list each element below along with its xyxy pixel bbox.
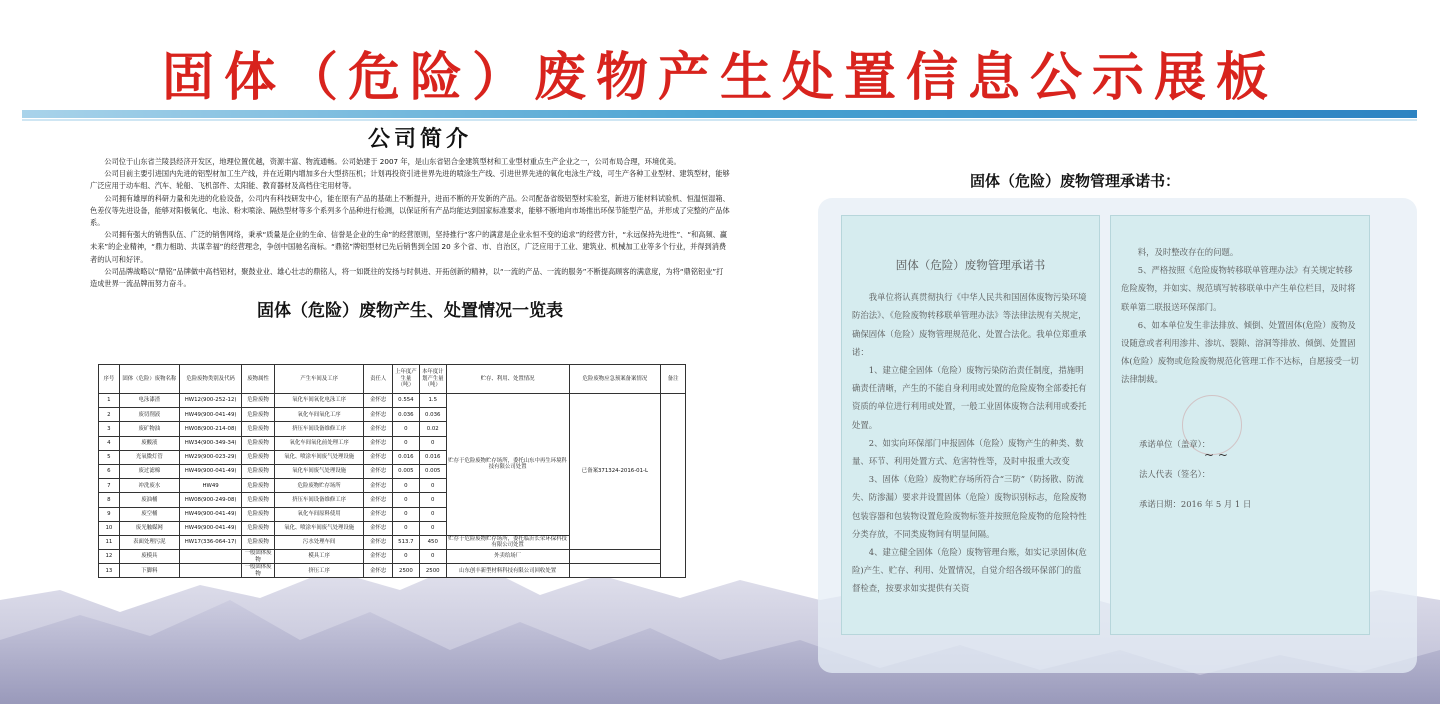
table-cell: 金怀忠	[364, 394, 393, 408]
table-cell: 0.016	[392, 450, 419, 464]
commitment-paragraph: 料，及时整改存在的问题。	[1137, 247, 1239, 257]
table-cell: 废空桶	[119, 507, 179, 521]
table-cell: 0.005	[392, 464, 419, 478]
table-cell: HW29(900-023-29)	[179, 450, 241, 464]
table-cell: 危险废物贮存场所	[274, 479, 364, 493]
table-cell: 电泳漆渣	[119, 394, 179, 408]
table-cell: 0	[392, 521, 419, 535]
company-section	[80, 124, 760, 604]
intro-paragraph: 公司拥有雄厚的科研力量和先进的化验设备，公司内有科技研发中心，能在原有产品的基础上不断提升，进而不断的开发新的产品。公司配备省级铝型材实验室，新进万能材料试验机、恒温恒湿箱、色差仪等先进设备，能够对阳极氧化、电泳、粉末喷涂、隔热型材等多个系列多个品种进行检测，以保证所有产品均能达到国家标准要求，能够不断地向市场推出环保节能型产品，并形成了完整的产品体系。	[90, 193, 730, 228]
commitment-paragraph: 5、严格按照《危险废物转移联单管理办法》有关规定转移危险废物，并如实、规范填写转移联单中产生单位栏目，及时将联单第二联报送环保部门。	[1121, 265, 1356, 312]
table-cell: 0	[419, 521, 446, 535]
table-cell: 0.005	[419, 464, 446, 478]
table-cell: 光氧微灯管	[119, 450, 179, 464]
table-cell: 危险废物	[242, 394, 275, 408]
commitment-heading: 固体（危险）废物管理承诺书：	[970, 172, 1181, 190]
table-cell: 0	[392, 507, 419, 521]
table-cell: 金怀忠	[364, 521, 393, 535]
table-cell: HW08(900-214-08)	[179, 422, 241, 436]
table-cell: 0	[392, 436, 419, 450]
table-cell: 0	[419, 507, 446, 521]
disposal-cell: 山东创丰新型材料科技有限公司回收处置	[446, 564, 569, 578]
emergency-filing-cell	[569, 550, 661, 564]
table-cell: HW12(900-252-12)	[179, 394, 241, 408]
table-cell: HW34(900-349-34)	[179, 436, 241, 450]
table-cell: 氧化车间氧化工序	[274, 408, 364, 422]
title-divider-thin	[22, 119, 1417, 121]
disposal-cell: 外卖给场厂	[446, 550, 569, 564]
commitment-unit-label: 承诺单位（盖章）：	[1139, 438, 1211, 449]
table-cell: 0	[392, 479, 419, 493]
table-cell: 危险废物	[242, 464, 275, 478]
table-cell: 金怀忠	[364, 450, 393, 464]
table-cell: 挤压车间设备维修工序	[274, 493, 364, 507]
table-header: 废物属性	[242, 365, 275, 394]
intro-paragraph: 公司目前主要引进国内先进的铝型材加工生产线，并在近期内增加多台大型挤压机；计划再投资引进世界先进的喷涂生产线、引进世界先进的氧化电泳生产线，可生产各种工业型材、建筑型材，能够广泛应用于动车组、汽车、轮船、飞机部件、太阳能、教育器材及高档住宅用材等。	[90, 169, 730, 191]
table-cell: 3	[99, 422, 120, 436]
table-header: 上年度产生量（吨）	[392, 365, 419, 394]
table-cell: 金怀忠	[364, 564, 393, 578]
table-cell: 废光触媒网	[119, 521, 179, 535]
table-cell: 氧化车间原料使用	[274, 507, 364, 521]
table-cell: 氧化车间氧化电泳工序	[274, 394, 364, 408]
table-cell: HW49	[179, 479, 241, 493]
table-cell: 金怀忠	[364, 464, 393, 478]
table-cell: 0	[419, 550, 446, 564]
table-cell: 金怀忠	[364, 408, 393, 422]
table-cell: 金怀忠	[364, 422, 393, 436]
page-title: 固体（危险）废物产生处置信息公示展板	[161, 48, 1278, 108]
table-cell: 危险废物	[242, 422, 275, 436]
table-cell: 金怀忠	[364, 507, 393, 521]
table-cell: 0.036	[392, 408, 419, 422]
table-cell: 13	[99, 564, 120, 578]
table-cell: 氧化、喷涂车间废气处理设施	[274, 450, 364, 464]
table-cell: 金怀忠	[364, 550, 393, 564]
table-cell: HW49(900-041-49)	[179, 521, 241, 535]
commitment-paragraph: 6、如本单位发生非法排放、倾倒、处置固体(危险）废物及设随意或者利用渗井、渗坑、裂隙、溶洞等排放、倾倒、处置固体(危险）废物或危险废物规范化管理工作不达标，自愿接受一切法律制裁。	[1121, 319, 1359, 385]
table-cell: 10	[99, 521, 120, 535]
table-cell: 0	[419, 493, 446, 507]
table-cell: 废模具	[119, 550, 179, 564]
table-cell: 氧化车间废气处理设施	[274, 464, 364, 478]
table-row	[99, 550, 686, 564]
intro-title: 公司简介	[367, 127, 472, 152]
table-cell: 氧化车间氧化前处理工序	[274, 436, 364, 450]
table-cell: 8	[99, 493, 120, 507]
table-header: 备注	[661, 365, 686, 394]
remark-cell	[661, 394, 686, 578]
commitment-rep-label: 法人代表（签名）：	[1139, 468, 1211, 479]
waste-table-body	[99, 394, 686, 578]
table-header: 固体（危险）废物名称	[119, 365, 179, 394]
commitment-paragraph: 4、建立健全固体（危险）废物管理台账，如实记录固体(危险)产生、贮存、利用、处置情况，自觉介绍各级环保部门的监督检查，按要求如实提供有关资	[852, 547, 1087, 594]
commitment-paragraph: 1、建立健全固体（危险）废物污染防治责任制度，措施明确责任清晰，产生的不能自身利用或处置的危险废物全部委托有资质的单位进行利用或处置，一般工业固体废物合法利用或委托处置。	[852, 365, 1087, 430]
table-cell: 废矿物油	[119, 422, 179, 436]
table-cell: 0.554	[392, 394, 419, 408]
table-cell: 氧化、喷涂车间废气处理设施	[274, 521, 364, 535]
commitment-paragraph: 我单位将认真贯彻执行《中华人民共和国固体废物污染环境防治法》、《危险废物转移联单管理办法》等法律法规有关规定，确保固体（危险）废物管理规范化、处置合法化。我单位郑重承诺：	[852, 292, 1087, 357]
emergency-filing-cell	[569, 564, 661, 578]
table-cell: 0	[392, 422, 419, 436]
commitment-date: 承诺日期：2016 年 5 月 1 日	[1139, 499, 1252, 510]
company-seal	[1182, 395, 1242, 455]
table-cell: 表面处理污泥	[119, 535, 179, 549]
table-cell: 模具工序	[274, 550, 364, 564]
table-cell: 金怀忠	[364, 479, 393, 493]
table-cell: 危险废物	[242, 479, 275, 493]
commitment-title: 固体（危险）废物管理承诺书	[895, 258, 1046, 272]
table-cell: 1	[99, 394, 120, 408]
intro-paragraph: 公司拥有强大的销售队伍、广泛的销售网络，秉承“质量是企业的生命、信誉是企业的生命”的经营原则，坚持推行“客户的满意是企业永恒不变的追求”的经营方针，“永远保持先进性”、“和高频、赢未来”的企业精神，“鼎力相助、共谋幸福”的经营理念，争创中国驰名商标。“鼎铭”牌铝型材已先后销售到全国 20 多个省、市、自治区，广泛应用于工业、建筑业、机械加工业等多个行业，并得到消费者的认可和好评。	[90, 230, 728, 264]
commitment-page-1	[841, 215, 1100, 635]
table-cell: 一般固体废物	[242, 550, 275, 564]
table-cell: 12	[99, 550, 120, 564]
intro-paragraph: 公司品牌战略以“鼎铭”品牌做中高档铝材，聚鼓业业、雄心壮志的鼎铭人，将一如既往的发扬与时俱进、开拓创新的精神，以“一流的产品、一流的服务”不断提高顾客的满意度，为将“鼎铭铝业”打造成世界一流品牌而努力奋斗。	[90, 266, 724, 289]
disposal-cell: 贮存于危险废物贮存场所，委托山东中再生环境科技有限公司处置	[446, 394, 569, 536]
table-cell: 6	[99, 464, 120, 478]
emergency-filing-cell: 已备案371324-2016-01-L	[569, 394, 661, 550]
table-row	[99, 564, 686, 578]
table-cell: 9	[99, 507, 120, 521]
table-header: 危险废物类别及代码	[179, 365, 241, 394]
table-cell: 金怀忠	[364, 535, 393, 549]
table-title: 固体（危险）废物产生、处置情况一览表	[257, 301, 563, 322]
table-cell: 0.016	[419, 450, 446, 464]
table-cell: 危险废物	[242, 450, 275, 464]
table-cell: 废切削液	[119, 408, 179, 422]
table-cell: 2500	[392, 564, 419, 578]
table-cell: HW49(900-041-49)	[179, 408, 241, 422]
table-cell	[179, 564, 241, 578]
commitment-paragraph: 3、固体（危险）废物贮存场所符合“三防”（防扬散、防流失、防渗漏）要求并设置固体（危险）废物识别标志，危险废物包装容器和包装物设置危险废物标签并按照危险废物的危险特性分类存放，不同类废物间有明显间隔。	[852, 474, 1087, 539]
table-cell: 11	[99, 535, 120, 549]
title-divider	[22, 110, 1417, 118]
table-cell: 危险废物	[242, 521, 275, 535]
intro-text	[90, 156, 730, 290]
table-row	[99, 394, 686, 408]
table-cell: 0.02	[419, 422, 446, 436]
table-cell	[179, 550, 241, 564]
table-cell: 危险废物	[242, 493, 275, 507]
table-cell: 危险废物	[242, 507, 275, 521]
table-cell: 危险废物	[242, 535, 275, 549]
table-header: 危险废物应急预案备案情况	[569, 365, 661, 394]
table-cell: 污水处理车间	[274, 535, 364, 549]
signature-mark: ~ ~	[1204, 448, 1228, 462]
table-cell: 0	[419, 436, 446, 450]
table-cell: 2	[99, 408, 120, 422]
table-cell: 废油桶	[119, 493, 179, 507]
table-cell: HW08(900-249-08)	[179, 493, 241, 507]
disposal-cell: 贮存于危险废物贮存场所，委托临沂长荣环保科技有限公司处置	[446, 535, 569, 549]
table-cell: 2500	[419, 564, 446, 578]
table-cell: 挤压车间设备维修工序	[274, 422, 364, 436]
table-cell: 挤压工序	[274, 564, 364, 578]
table-cell: 金怀忠	[364, 493, 393, 507]
table-cell: 0.036	[419, 408, 446, 422]
table-cell: 危险废物	[242, 436, 275, 450]
table-cell: 1.5	[419, 394, 446, 408]
intro-paragraph: 公司位于山东省兰陵县经济开发区，地理位置优越，资源丰富、物流通畅。公司始建于 2007 年，是山东省铝合金建筑型材和工业型材重点生产企业之一，公司布局合理，环境优美。	[104, 157, 681, 166]
waste-table	[98, 364, 686, 578]
table-cell: HW49(900-041-49)	[179, 507, 241, 521]
table-cell: 7	[99, 479, 120, 493]
table-cell: 危险废物	[242, 408, 275, 422]
table-cell: 金怀忠	[364, 436, 393, 450]
table-cell: 5	[99, 450, 120, 464]
table-cell: 废酸液	[119, 436, 179, 450]
table-cell: 冲洗废水	[119, 479, 179, 493]
table-cell: 0	[392, 550, 419, 564]
table-header: 责任人	[364, 365, 393, 394]
table-header: 序号	[99, 365, 120, 394]
commitment-paragraph: 2、如实向环保部门申报固体（危险）废物产生的种类、数量、环节、利用处置方式、危害特性等，及时申报重大改变	[852, 437, 1084, 467]
table-cell: HW49(900-041-49)	[179, 464, 241, 478]
table-cell: 下脚料	[119, 564, 179, 578]
table-cell: 废过滤棉	[119, 464, 179, 478]
table-cell: 0	[392, 493, 419, 507]
table-header: 本年度计划产生量（吨）	[419, 365, 446, 394]
table-cell: 0	[419, 479, 446, 493]
table-cell: 一般固体废物	[242, 564, 275, 578]
table-cell: 513.7	[392, 535, 419, 549]
table-cell: HW17(336-064-17)	[179, 535, 241, 549]
table-cell: 450	[419, 535, 446, 549]
table-header: 贮存、利用、处置情况	[446, 365, 569, 394]
table-header: 产生车间及工序	[274, 365, 364, 394]
table-cell: 4	[99, 436, 120, 450]
table-header-row	[99, 365, 686, 394]
